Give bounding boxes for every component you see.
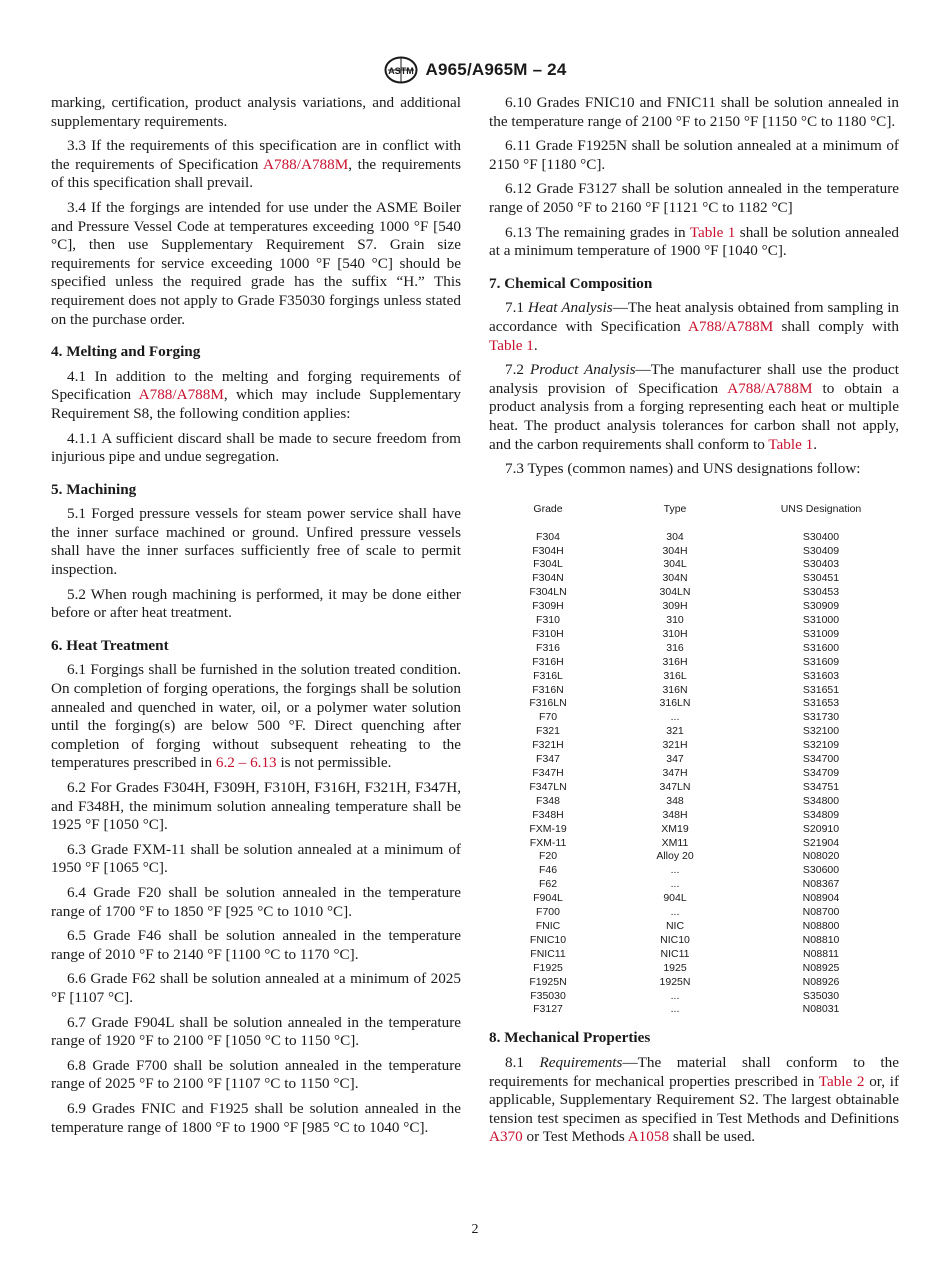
uns-cell: S30600 <box>802 864 840 877</box>
grade-cell: F321H <box>532 739 564 752</box>
uns-cell: S20910 <box>802 822 840 835</box>
type-cell: 309H <box>662 600 688 613</box>
grade-cell: F316LN <box>529 697 567 710</box>
table-row <box>489 586 899 600</box>
type-cell: 304H <box>662 544 688 557</box>
section-heading-7: 7. Chemical Composition <box>489 274 653 292</box>
section-heading-6: 6. Heat Treatment <box>51 636 169 654</box>
uns-cell: S31600 <box>802 641 840 654</box>
table-row <box>489 976 899 990</box>
ref-link-section-6-2[interactable]: 6.2 – 6.13 <box>215 754 277 772</box>
svg-text:ASTM: ASTM <box>387 66 414 76</box>
type-cell: 304LN <box>659 586 691 599</box>
uns-cell: N08367 <box>802 878 840 891</box>
table-row <box>489 962 899 976</box>
table-row <box>489 795 899 809</box>
table-row <box>489 823 899 837</box>
uns-cell: S30400 <box>802 530 840 543</box>
grade-cell: F62 <box>538 878 558 891</box>
paragraph-6-9: 6.9 Grades FNIC and F1925 shall be solution annealed in the temperature range of 1800 °F to 1900 °F [985 °C to 1040 °C]. <box>51 1099 461 1136</box>
table-row <box>489 684 899 698</box>
table-row <box>489 600 899 614</box>
paragraph-5-2: 5.2 When rough machining is performed, it may be done either before or after heat treatment. <box>51 585 461 622</box>
grade-cell: F316 <box>536 641 560 654</box>
grade-cell: F348 <box>536 794 560 807</box>
paragraph-6-2: 6.2 For Grades F304H, F309H, F310H, F316H, F321H, F347H, and F348H, the minimum solution annealing temperature shall be 1925 °F [1050 °C]. <box>51 779 461 834</box>
section-heading-8: 8. Mechanical Properties <box>489 1029 651 1047</box>
type-cell: 304L <box>663 558 687 571</box>
type-cell: ... <box>670 906 680 919</box>
type-cell: 1925N <box>659 975 691 988</box>
uns-cell: N08926 <box>802 975 840 988</box>
left-column <box>51 94 461 1143</box>
ref-link-table-2[interactable]: Table 2 <box>818 1072 865 1090</box>
table-row <box>489 767 899 781</box>
table-row <box>489 864 899 878</box>
uns-cell: S30909 <box>802 600 840 613</box>
type-cell: NIC10 <box>660 933 690 946</box>
table-row <box>489 850 899 864</box>
page-header <box>0 56 950 89</box>
paragraph-6-8: 6.8 Grade F700 shall be solution annealed in the temperature range of 2025 °F to 2100 °F [1107 °C to 1150 °C]. <box>51 1056 461 1093</box>
uns-cell: S32109 <box>802 739 840 752</box>
uns-cell: S35030 <box>802 989 840 1002</box>
grade-cell: F1925N <box>529 975 567 988</box>
uns-cell: S30409 <box>802 544 840 557</box>
table-row <box>489 614 899 628</box>
grade-cell: F316H <box>532 655 564 668</box>
ref-link-table-1[interactable]: Table 1 <box>689 223 736 241</box>
grade-cell: F316N <box>532 683 564 696</box>
uns-cell: S21904 <box>802 836 840 849</box>
type-cell: ... <box>670 1003 680 1016</box>
grade-cell: F1925 <box>533 961 563 974</box>
grade-cell: F347 <box>536 753 560 766</box>
column-header-uns: UNS Designation <box>780 502 862 515</box>
type-cell: Alloy 20 <box>656 850 694 863</box>
paragraph-6-10: 6.10 Grades FNIC10 and FNIC11 shall be solution annealed in the temperature range of 2100 °F to 2150 °F [1150 °C to 1180 °C]. <box>489 94 899 130</box>
type-cell: 304 <box>666 530 684 543</box>
uns-cell: S31000 <box>802 614 840 627</box>
table-row <box>489 697 899 711</box>
paragraph-6-5: 6.5 Grade F46 shall be solution annealed in the temperature range of 2010 °F to 2140 °F [1100 °C to 1170 °C]. <box>51 927 461 963</box>
paragraph-6-1: 6.1 Forgings shall be furnished in the solution treated condition. On completion of forging operations, the forgings shall be solution annealed and quenched in water, oil, or a polymer water solution until the forging(s) are below 500 °F. Direct quenching after completion of forging without subsequent reheating to the temperatures prescribed in 6.2 – 6.13 is not permissible. <box>51 661 461 772</box>
paragraph-6-12: 6.12 Grade F3127 shall be solution annealed in the temperature range of 2050 °F to 2160 °F [1121 °C to 1182 °C] <box>489 180 899 216</box>
uns-cell: S34809 <box>802 808 840 821</box>
table-row <box>489 892 899 906</box>
type-cell: NIC11 <box>660 947 690 960</box>
paragraph-6-11: 6.11 Grade F1925N shall be solution annealed at a minimum of 2150 °F [1180 °C]. <box>489 137 899 173</box>
grade-cell: FNIC <box>535 919 561 932</box>
paragraph-6-3: 6.3 Grade FXM-11 shall be solution annealed at a minimum of 1950 °F [1065 °C]. <box>51 840 461 877</box>
grade-cell: FNIC11 <box>530 947 566 960</box>
uns-cell: S30403 <box>802 558 840 571</box>
uns-cell: S31009 <box>802 627 840 640</box>
page-number: 2 <box>471 1222 479 1237</box>
uns-cell: N08811 <box>802 947 839 960</box>
table-row <box>489 809 899 823</box>
uns-cell: S32100 <box>802 725 840 738</box>
uns-cell: S34751 <box>802 780 840 793</box>
uns-cell: N08031 <box>802 1003 840 1016</box>
table-header-row <box>489 503 899 531</box>
type-cell: 321H <box>662 739 688 752</box>
grade-cell: F700 <box>536 906 560 919</box>
uns-cell: S34700 <box>802 753 840 766</box>
grade-cell: F309H <box>532 600 564 613</box>
column-header-type: Type <box>663 502 687 515</box>
type-cell: 316L <box>663 669 687 682</box>
uns-cell: S34800 <box>802 794 840 807</box>
type-cell: ... <box>670 878 680 891</box>
types-uns-table <box>489 503 899 1018</box>
type-cell: XM11 <box>661 836 689 849</box>
ref-link-a788[interactable]: A788/A788M <box>688 317 774 335</box>
table-row <box>489 753 899 767</box>
table-row <box>489 920 899 934</box>
type-cell: 348 <box>666 794 684 807</box>
type-cell: NIC <box>665 919 685 932</box>
type-cell: ... <box>670 989 680 1002</box>
table-row <box>489 906 899 920</box>
grade-cell: F3127 <box>533 1003 563 1016</box>
type-cell: ... <box>670 711 680 724</box>
paragraph-6-13: 6.13 The remaining grades in Table 1 shall be solution annealed at a minimum temperature of 1900 °F [1040 °C]. <box>489 223 899 260</box>
column-header-grade: Grade <box>533 502 563 515</box>
grade-cell: F348H <box>532 808 564 821</box>
astm-logo-icon <box>384 56 418 84</box>
type-cell: ... <box>670 864 680 877</box>
uns-cell: S34709 <box>802 767 840 779</box>
grade-cell: F35030 <box>530 989 566 1002</box>
table-row <box>489 656 899 670</box>
grade-cell: F310H <box>532 627 564 640</box>
paragraph-continued: marking, certification, product analysis variations, and additional supplementary requirements. <box>51 94 461 130</box>
paragraph-7-3: 7.3 Types (common names) and UNS designations follow: <box>505 460 861 478</box>
ref-link-a788[interactable]: A788/A788M <box>138 386 224 404</box>
type-cell: 316 <box>666 641 684 654</box>
grade-cell: F304L <box>533 558 563 571</box>
grade-cell: FXM-19 <box>529 822 567 835</box>
types-table-body <box>489 531 899 1018</box>
type-cell: 904L <box>663 892 687 905</box>
paragraph-3-4: 3.4 If the forgings are intended for use under the ASME Boiler and Pressure Vessel Code at temperatures exceeding 1000 °F [540 °C], then use Supplementary Requirement S7. Grain size requirements for service exceeding 1000 °F [540 °C] should be specified unless the required grade has the suffix “H.” This requirement does not apply to Grade F35030 forgings unless stated on the purchase order. <box>51 198 461 328</box>
uns-cell: N08904 <box>802 892 840 905</box>
standard-designation: A965/A965M – 24 <box>425 60 567 79</box>
grade-cell: F904L <box>533 892 563 905</box>
grade-cell: F304LN <box>529 586 567 599</box>
table-row <box>489 711 899 725</box>
grade-cell: F46 <box>538 864 558 877</box>
table-row <box>489 878 899 892</box>
ref-link-a788[interactable]: A788/A788M <box>263 155 349 173</box>
paragraph-3-3: 3.3 If the requirements of this specification are in conflict with the requirements of Specification A788/A788M, the requirements of this specification shall prevail. <box>51 137 461 192</box>
table-row <box>489 642 899 656</box>
type-cell: 304N <box>662 572 688 585</box>
type-cell: XM19 <box>661 822 689 835</box>
table-row <box>489 948 899 962</box>
table-row <box>489 739 899 753</box>
type-cell: 347H <box>662 767 688 779</box>
grade-cell: F70 <box>538 711 558 724</box>
table-row <box>489 670 899 684</box>
table-row <box>489 837 899 851</box>
grade-cell: F310 <box>536 614 560 627</box>
paragraph-6-6: 6.6 Grade F62 shall be solution annealed at a minimum of 2025 °F [1107 °C]. <box>51 970 461 1006</box>
table-row <box>489 572 899 586</box>
uns-cell: S30451 <box>802 572 840 585</box>
type-cell: 347 <box>666 753 684 766</box>
grade-cell: F20 <box>538 850 558 863</box>
grade-cell: F304N <box>532 572 564 585</box>
type-cell: 316N <box>662 683 688 696</box>
ref-link-a1058[interactable]: A1058 <box>627 1128 670 1146</box>
ref-link-table-1[interactable]: Table 1 <box>768 435 814 453</box>
type-cell: 316H <box>662 655 688 668</box>
table-row <box>489 725 899 739</box>
table-row <box>489 934 899 948</box>
grade-cell: F304 <box>536 530 560 543</box>
section-heading-5: 5. Machining <box>51 480 137 498</box>
type-cell: 348H <box>662 808 688 821</box>
type-cell: 310H <box>662 627 688 640</box>
paragraph-6-7: 6.7 Grade F904L shall be solution annealed in the temperature range of 1920 °F to 2100 °F [1050 °C to 1150 °C]. <box>51 1013 461 1050</box>
uns-cell: N08810 <box>802 933 840 946</box>
ref-link-a788[interactable]: A788/A788M <box>727 379 813 397</box>
right-column <box>489 94 899 1153</box>
table-row <box>489 558 899 572</box>
paragraph-4-1: 4.1 In addition to the melting and forging requirements of Specification A788/A788M, which may include Supplementary Requirement S8, the following condition applies: <box>51 367 461 422</box>
paragraph-6-4: 6.4 Grade F20 shall be solution annealed in the temperature range of 1700 °F to 1850 °F [925 °C to 1010 °C]. <box>51 883 461 920</box>
uns-cell: S30453 <box>802 586 840 599</box>
type-cell: 316LN <box>659 697 691 710</box>
type-cell: 1925 <box>663 961 687 974</box>
grade-cell: F347H <box>532 767 564 779</box>
table-row <box>489 628 899 642</box>
uns-cell: N08700 <box>802 906 840 919</box>
paragraph-7-1: 7.1 Heat Analysis—The heat analysis obtained from sampling in accordance with Specification A788/A788M shall comply with Table 1. <box>489 299 900 354</box>
uns-cell: S31730 <box>802 711 840 724</box>
paragraph-8-1: 8.1 Requirements—The material shall conform to the requirements for mechanical properties prescribed in Table 2 or, if applicable, Supplementary Requirement S2. The largest obtainable tension test specimen as specified in Test Methods and Definitions A370 or Test Methods A1058 shall be used. <box>489 1053 900 1146</box>
uns-cell: S31603 <box>802 669 840 682</box>
paragraph-5-1: 5.1 Forged pressure vessels for steam power service shall have the inner surface machined or ground. Unfired pressure vessels shall have the inner surfaces sufficiently free of scale to permit inspection. <box>51 505 461 579</box>
paragraph-4-1-1: 4.1.1 A sufficient discard shall be made to secure freedom from injurious pipe and undue segregation. <box>51 429 461 466</box>
uns-cell: N08020 <box>802 850 840 863</box>
grade-cell: F347LN <box>529 780 567 793</box>
table-row <box>489 545 899 559</box>
table-row <box>489 1003 899 1017</box>
type-cell: 321 <box>666 725 684 738</box>
section-heading-4: 4. Melting and Forging <box>51 343 201 361</box>
table-row <box>489 781 899 795</box>
uns-cell: S31609 <box>802 655 840 668</box>
uns-cell: S31653 <box>802 697 840 710</box>
type-cell: 310 <box>666 614 684 627</box>
grade-cell: F316L <box>533 669 563 682</box>
grade-cell: FXM-11 <box>529 836 567 849</box>
ref-link-a370[interactable]: A370 <box>489 1128 523 1146</box>
table-row <box>489 990 899 1004</box>
grade-cell: FNIC10 <box>529 933 567 946</box>
ref-link-table-1[interactable]: Table 1 <box>489 336 534 354</box>
grade-cell: F304H <box>532 544 564 557</box>
type-cell: 347LN <box>659 780 691 793</box>
uns-cell: S31651 <box>802 683 840 696</box>
uns-cell: N08925 <box>802 961 840 974</box>
uns-cell: N08800 <box>802 919 840 932</box>
paragraph-7-2: 7.2 Product Analysis—The manufacturer shall use the product analysis provision of Specification A788/A788M to obtain a product analysis from a forging representing each heat or multiple heat. The product analysis tolerances for carbon shall not apply, and the carbon requirements shall conform to Table 1. <box>489 361 899 453</box>
grade-cell: F321 <box>536 725 560 738</box>
table-row <box>489 531 899 545</box>
